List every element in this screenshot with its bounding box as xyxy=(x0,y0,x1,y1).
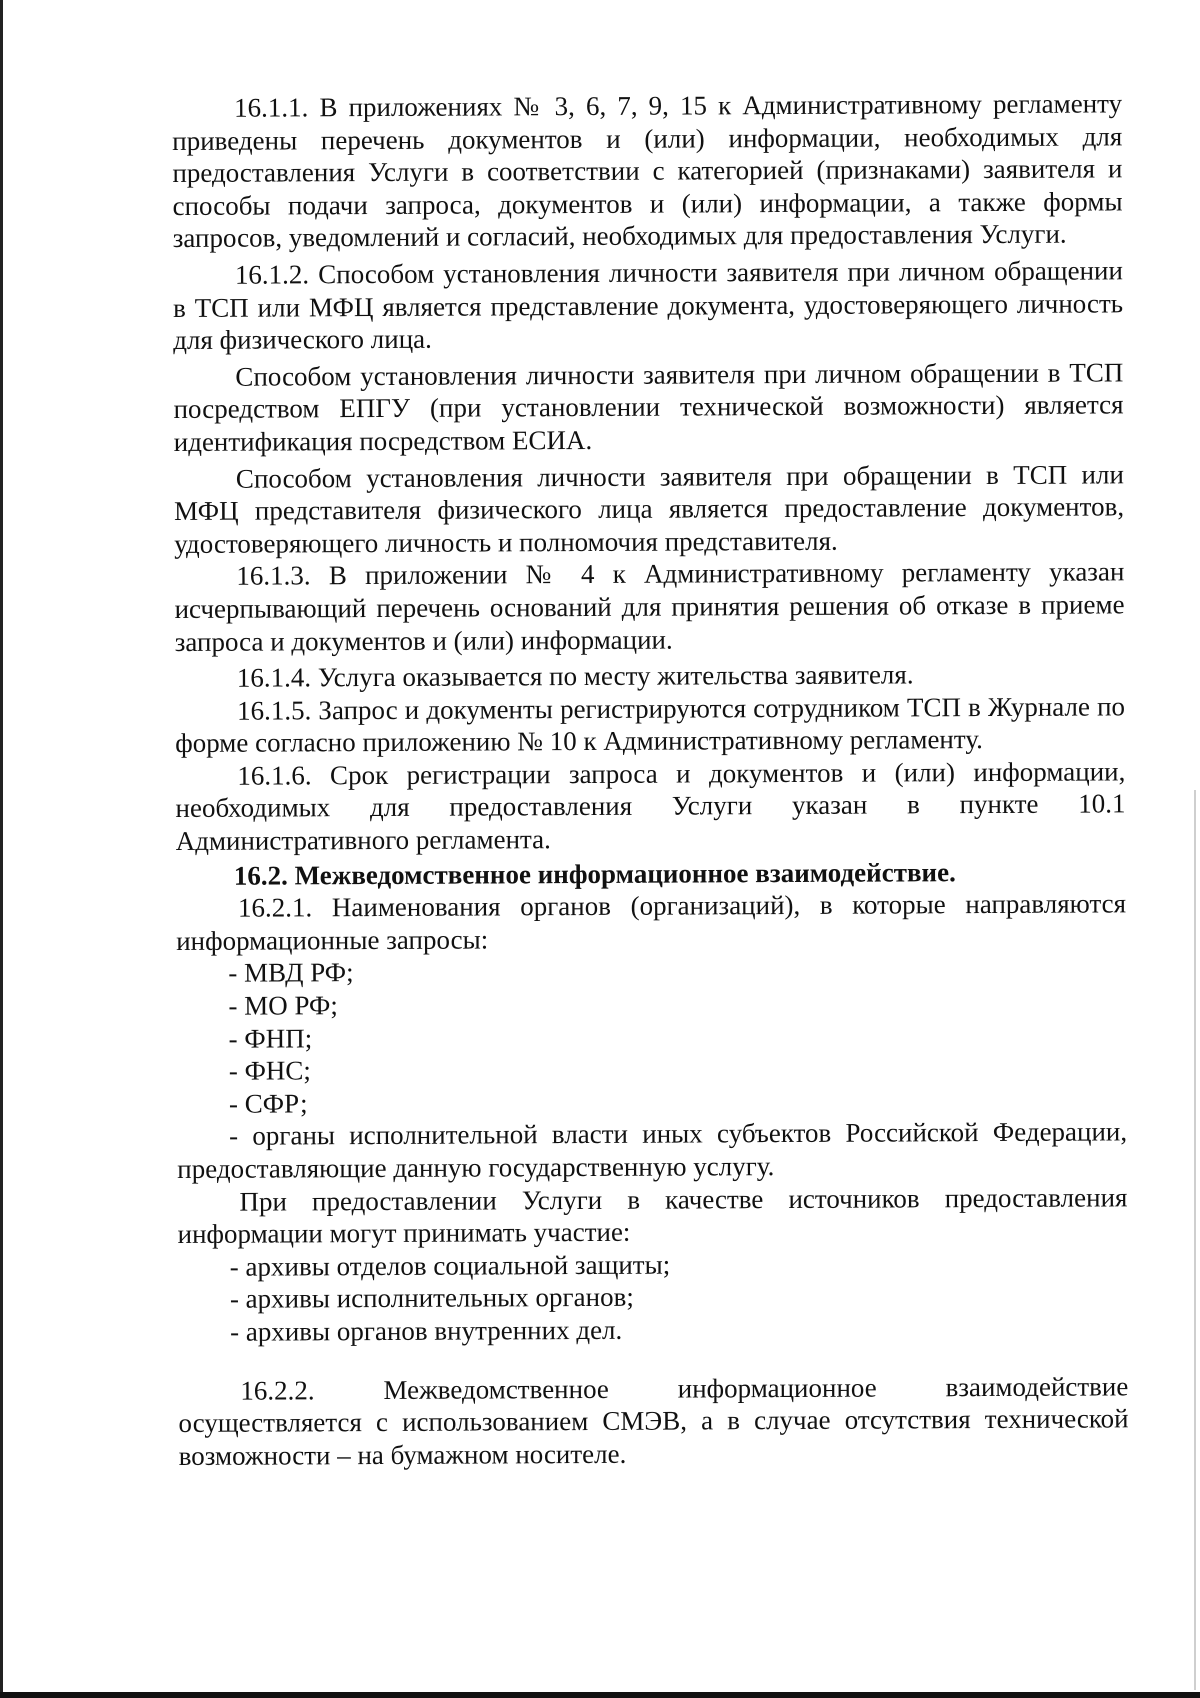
paragraph-sources: При предоставлении Услуги в качестве источников предоставления информации могут принимать участие: xyxy=(177,1181,1128,1250)
scan-edge-bottom xyxy=(0,1692,1200,1698)
paragraph-16-2-1: 16.2.1. Наименования органов (организаций), в которые направляются информационные запросы: xyxy=(176,888,1127,956)
list-item: - ФНС; xyxy=(228,1055,311,1086)
document-page xyxy=(172,87,1129,1472)
list-item: - МВД РФ; xyxy=(228,957,354,989)
paragraph-16-1-1: 16.1.1. В приложениях № 3, 6, 7, 9, 15 к Административному регламенту приведены перечень документов и (или) информации, необходимых для предоставления Услуги в соответствии с категорией (признаками) заявителя и способы подачи запроса, документов и (или) информации, а также формы запросов, уведомлений и согласий, необходимых для предоставления Услуги. xyxy=(172,88,1123,254)
list-item: - СФР; xyxy=(228,1088,308,1119)
section-heading-16-2: 16.2. Межведомственное информационное взаимодействие. xyxy=(233,856,956,891)
organs-list xyxy=(176,953,1127,1186)
paragraph-16-1-2: 16.1.2. Способом установления личности заявителя при личном обращении в ТСП или МФЦ является представление документа, удостоверяющего личность для физического лица. xyxy=(172,255,1124,356)
paragraph-16-1-4: 16.1.4. Услуга оказывается по месту жительства заявителя. xyxy=(236,659,914,693)
list-item: - архивы исполнительных органов; xyxy=(229,1282,634,1315)
list-item: - ФНП; xyxy=(228,1022,313,1054)
paragraph-16-1-6: 16.1.6. Срок регистрации запроса и документов и (или) информации, необходимых для предоставления Услуги указан в пункте 10.1 Административного регламента. xyxy=(175,756,1126,857)
paragraph-16-1-3: 16.1.3. В приложении № 4 к Административному регламенту указан исчерпывающий перечень оснований для принятия решения об отказе в приеме запроса и документов и (или) информации. xyxy=(174,556,1125,657)
scan-edge-left xyxy=(0,0,3,1698)
paragraph-16-2-2: 16.2.2. Межведомственное информационное взаимодействие осуществляется с использованием СМЭВ, а в случае отсутствия технической возможности – на бумажном носителе. xyxy=(178,1370,1129,1471)
paragraph-identity-representative: Способом установления личности заявителя при обращении в ТСП или МФЦ представителя физического лица является предоставление документов, удостоверяющего личность и полномочия представителя. xyxy=(173,458,1125,559)
paragraph-identity-epgu: Способом установления личности заявителя при личном обращении в ТСП посредством ЕПГУ (при установлении технической возможности) является идентификация посредством ЕСИА. xyxy=(173,357,1124,457)
list-item: - МО РФ; xyxy=(228,990,338,1021)
list-item: - архивы отделов социальной защиты; xyxy=(229,1249,671,1282)
list-item: - органы исполнительной власти иных субъектов Российской Федерации, предоставляющие данную государственную услугу. xyxy=(177,1116,1128,1184)
scan-edge-right xyxy=(1194,790,1196,1690)
list-item: - архивы органов внутренних дел. xyxy=(229,1314,623,1347)
paragraph-16-1-5: 16.1.5. Запрос и документы регистрируются сотрудником ТСП в Журнале по форме согласно приложению № 10 к Административному регламенту. xyxy=(175,691,1126,759)
sources-list xyxy=(178,1246,1128,1348)
